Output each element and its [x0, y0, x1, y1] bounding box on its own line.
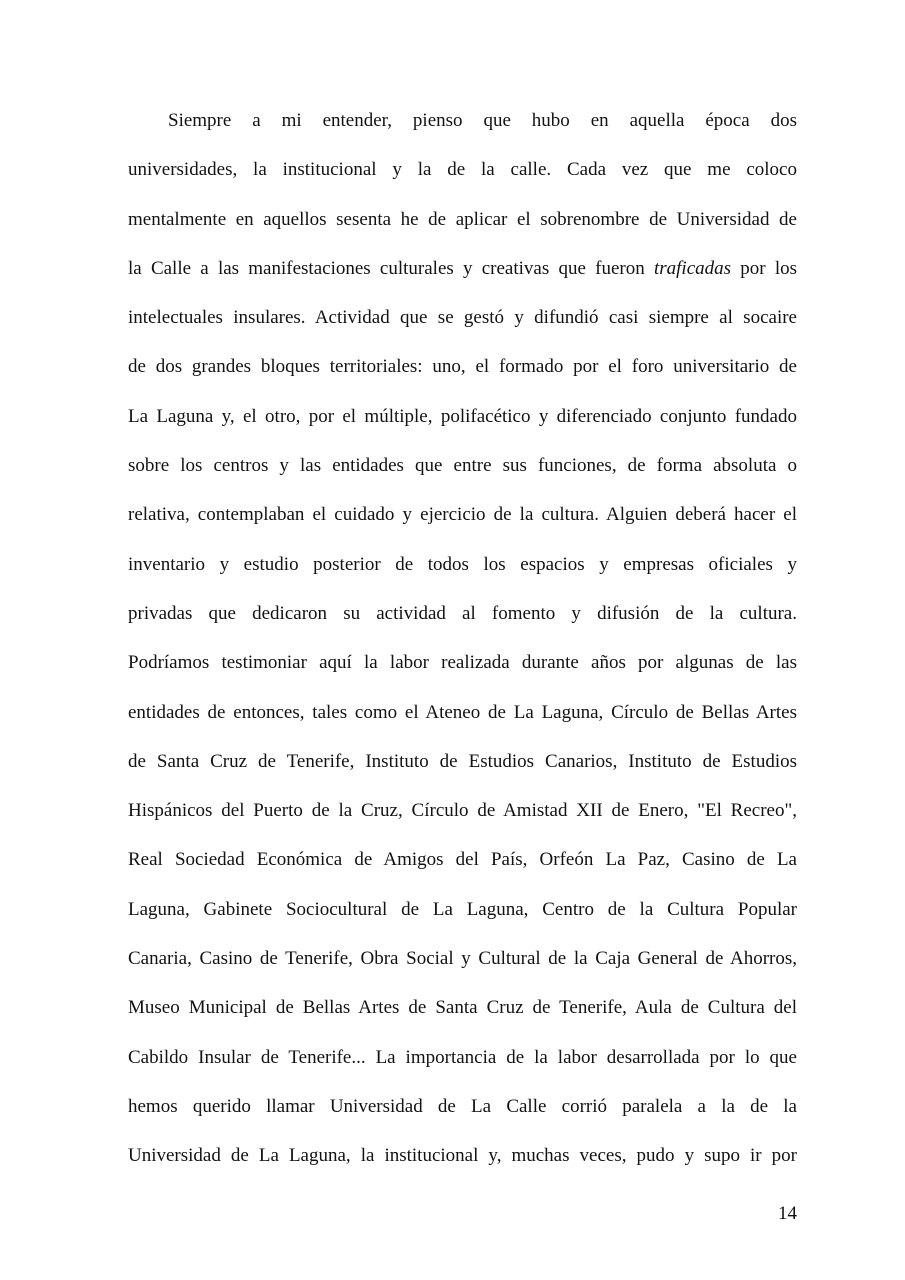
text-line: [128, 835, 797, 884]
text-segment: Laguna, Gabinete Sociocultural de La Laguna, Centro de la Cultura Popular: [128, 898, 797, 920]
text-line: [128, 244, 797, 293]
text-line: [128, 934, 797, 983]
text-line: [128, 145, 797, 194]
text-segment: privadas que dedicaron su actividad al fomento y difusión de la cultura.: [128, 602, 797, 624]
text-line: [128, 195, 797, 244]
text-line: [128, 638, 797, 687]
text-segment: La Laguna y, el otro, por el múltiple, polifacético y diferenciado conjunto fundado: [128, 405, 797, 427]
text-segment: hemos querido llamar Universidad de La Calle corrió paralela a la de la: [128, 1095, 797, 1117]
text-segment: intelectuales insulares. Actividad que se gestó y difundió casi siempre al socaire: [128, 307, 797, 329]
text-segment: Real Sociedad Económica de Amigos del País, Orfeón La Paz, Casino de La: [128, 849, 797, 871]
text-line: [128, 490, 797, 539]
text-line: [128, 540, 797, 589]
text-segment: de dos grandes bloques territoriales: uno, el formado por el foro universitario de: [128, 356, 797, 378]
text-segment: Museo Municipal de Bellas Artes de Santa Cruz de Tenerife, Aula de Cultura del: [128, 997, 797, 1019]
text-segment: inventario y estudio posterior de todos los espacios y empresas oficiales y: [128, 553, 797, 575]
paragraph: [128, 96, 797, 1181]
text-segment: universidades, la institucional y la de la calle. Cada vez que me coloco: [128, 159, 797, 181]
text-segment: sobre los centros y las entidades que entre sus funciones, de forma absoluta o: [128, 455, 797, 477]
text-segment: de Santa Cruz de Tenerife, Instituto de Estudios Canarios, Instituto de Estudios: [128, 750, 797, 772]
text-segment: Cabildo Insular de Tenerife... La importancia de la labor desarrollada por lo que: [128, 1046, 797, 1068]
text-line: [128, 1131, 797, 1180]
text-segment: Canaria, Casino de Tenerife, Obra Social y Cultural de la Caja General de Ahorros,: [128, 948, 797, 970]
text-line: [128, 1033, 797, 1082]
text-segment: la Calle a las manifestaciones culturales y creativas que fueron: [128, 257, 654, 279]
text-line: [128, 293, 797, 342]
text-segment: mentalmente en aquellos sesenta he de aplicar el sobrenombre de Universidad de: [128, 208, 797, 230]
text-line: [128, 441, 797, 490]
text-line: [128, 589, 797, 638]
text-line: [128, 786, 797, 835]
page-number: 14: [778, 1203, 797, 1224]
text-segment: Universidad de La Laguna, la institucional y, muchas veces, pudo y supo ir por: [128, 1145, 797, 1167]
text-line: [128, 885, 797, 934]
text-line: [128, 392, 797, 441]
text-segment: entidades de entonces, tales como el Ateneo de La Laguna, Círculo de Bellas Artes: [128, 701, 797, 723]
text-line: [128, 983, 797, 1032]
text-line: [128, 96, 797, 145]
text-line: [128, 688, 797, 737]
text-segment: por los: [731, 257, 797, 279]
text-line: [128, 737, 797, 786]
text-line: [128, 342, 797, 391]
text-line: [128, 1082, 797, 1131]
text-segment: Siempre a mi entender, pienso que hubo en aquella época dos: [168, 110, 797, 131]
text-segment: Podríamos testimoniar aquí la labor realizada durante años por algunas de las: [128, 652, 797, 674]
text-segment: relativa, contemplaban el cuidado y ejercicio de la cultura. Alguien deberá hacer el: [128, 504, 797, 526]
italic-text-segment: traficadas: [653, 257, 732, 279]
text-segment: Hispánicos del Puerto de la Cruz, Círculo de Amistad XII de Enero, "El Recreo",: [128, 800, 797, 822]
